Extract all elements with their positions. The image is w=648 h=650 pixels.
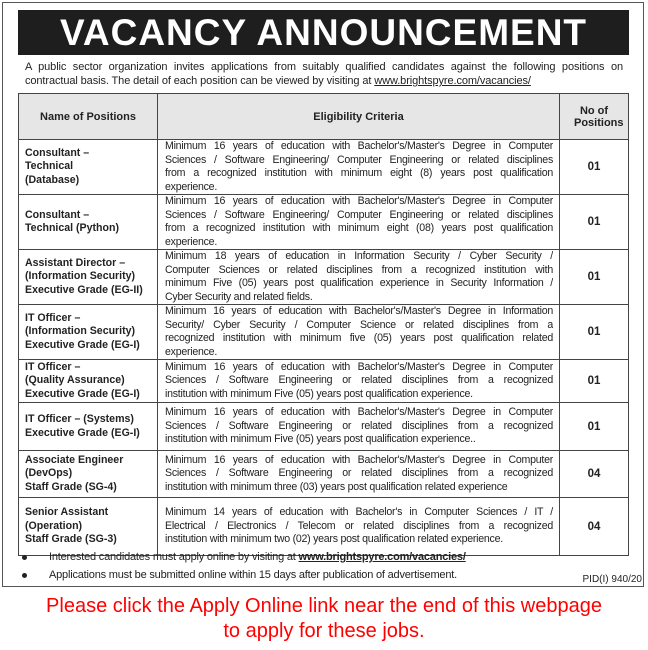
eligibility-criteria — [158, 195, 560, 250]
criteria-line: Minimum 16 years of education with Bachelor's/Master's Degree in Computer — [165, 140, 553, 152]
eligibility-criteria — [158, 250, 560, 305]
eligibility-criteria — [158, 360, 560, 403]
criteria-line: experience. — [165, 235, 218, 248]
table-row — [19, 498, 629, 556]
table-row — [19, 140, 629, 195]
position-name-line: Senior Assistant — [25, 506, 109, 519]
criteria-line: Sciences / Software Engineering/ Computer Engineering or related disciplines — [165, 153, 553, 166]
apply-link[interactable]: www.brightspyre.com/vacancies/ — [298, 551, 466, 563]
page-title: VACANCY ANNOUNCEMENT — [18, 10, 629, 55]
position-count: 04 — [560, 498, 629, 556]
position-name-line: IT Officer – — [25, 311, 81, 324]
bullet-text: Applications must be submitted online within 15 days after publication of advertisement. — [49, 569, 457, 581]
position-count: 01 — [560, 195, 629, 250]
position-name-line: Executive Grade (EG-I) — [25, 338, 140, 351]
position-name-line: Consultant – — [25, 146, 90, 159]
eligibility-criteria — [158, 140, 560, 195]
position-count: 01 — [560, 305, 629, 360]
criteria-line: Minimum 16 years of education with Bachelor's/Master's Degree in Computer — [165, 406, 553, 419]
bullet-deadline — [22, 569, 457, 581]
vacancy-table — [18, 93, 629, 556]
criteria-line: Minimum 16 years of education with Bachelor's/Master's Degree in Information — [165, 305, 553, 317]
header-criteria: Eligibility Criteria — [158, 94, 560, 140]
criteria-line: experience. — [165, 180, 218, 193]
eligibility-criteria — [158, 403, 560, 451]
vacancies-link[interactable]: www.brightspyre.com/vacancies/ — [374, 75, 531, 87]
criteria-line: recognized institution with minimum five (05) years post qualification related — [165, 332, 553, 344]
criteria-line: institution with minimum three (03) years post qualification related experience — [165, 480, 508, 493]
criteria-line: institution with minimum Five (05) years post qualification experience. — [165, 387, 473, 400]
criteria-line: Minimum 16 years of education with Bachelor's/Master's Degree in Computer — [165, 453, 553, 466]
bullet-icon — [22, 555, 27, 560]
criteria-line: Minimum 14 years of education with Bachelor's in Computer Sciences / IT / — [165, 506, 553, 519]
position-name-line: Consultant – — [25, 208, 90, 221]
intro-paragraph — [25, 60, 623, 88]
table-row — [19, 195, 629, 250]
criteria-line: minimum Five (05) years post qualification experience in Security Information / — [165, 277, 553, 289]
position-count: 04 — [560, 451, 629, 498]
position-count: 01 — [560, 360, 629, 403]
header-count — [560, 94, 629, 140]
table-row — [19, 403, 629, 451]
criteria-line: experience. — [165, 345, 218, 358]
position-name — [19, 140, 158, 195]
bullet-apply-online — [22, 551, 466, 563]
position-name-line: Staff Grade (SG-4) — [25, 480, 117, 493]
header-name: Name of Positions — [19, 94, 158, 140]
table-row — [19, 360, 629, 403]
criteria-line: Security/ Cyber Security / Computer Science or related disciplines from a — [165, 318, 553, 331]
criteria-line: Minimum 16 years of education with Bachelor's/Master's Degree in Computer — [165, 195, 553, 207]
position-name — [19, 305, 158, 360]
eligibility-criteria — [158, 305, 560, 360]
position-name-line: (Quality Assurance) — [25, 374, 125, 387]
position-name-line: (DevOps) — [25, 467, 73, 480]
position-name-line: (Information Security) — [25, 270, 136, 283]
table-row — [19, 250, 629, 305]
position-name — [19, 195, 158, 250]
criteria-line: Sciences / Software Engineering or related disciplines from a recognized — [165, 467, 553, 480]
criteria-line: from a recognized institution with minimum eight (08) years post qualification — [165, 222, 553, 234]
position-name — [19, 451, 158, 498]
eligibility-criteria — [158, 451, 560, 498]
criteria-line: Computer Sciences or related disciplines from a recognized institution with — [165, 263, 553, 276]
criteria-line: institution with minimum two (02) years post qualification related experience. — [165, 533, 503, 546]
position-count: 01 — [560, 140, 629, 195]
apply-notice-line-2: to apply for these jobs. — [223, 620, 425, 642]
criteria-line: Minimum 18 years of education in Information Security / Cyber Security / — [165, 250, 553, 262]
position-name — [19, 403, 158, 451]
table-row — [19, 305, 629, 360]
position-name-line: Executive Grade (EG-II) — [25, 283, 143, 296]
position-name-line: Staff Grade (SG-3) — [25, 533, 117, 546]
bullet-icon — [22, 573, 27, 578]
intro-text: A public sector organization invites applications from suitably qualified candidates against the following positions on contractual basis. The detail of each position can be viewed by visiting at — [25, 61, 623, 87]
bullet-text: Interested candidates must apply online by visiting at — [49, 551, 299, 563]
criteria-line: Sciences / Software Engineering or related disciplines from a recognized — [165, 419, 553, 432]
criteria-line: Electrical / Electronics / Telecom or related disciplines from a recognized — [165, 519, 553, 532]
position-name-line: (Operation) — [25, 519, 83, 532]
position-name-line: Technical (Python) — [25, 222, 119, 234]
criteria-line: institution with minimum Five (05) years post qualification experience.. — [165, 433, 476, 446]
pid-number: PID(I) 940/20 — [582, 574, 642, 585]
position-name-line: IT Officer – (Systems) — [25, 413, 134, 425]
apply-notice-line-1: Please click the Apply Online link near the end of this webpage — [46, 595, 602, 617]
eligibility-criteria — [158, 498, 560, 556]
position-name-line: Technical — [25, 160, 74, 173]
position-name-line: Assistant Director – — [25, 256, 126, 269]
criteria-line: Minimum 16 years of education with Bachelor's/Master's Degree in Computer — [165, 360, 553, 373]
position-name — [19, 360, 158, 403]
position-count: 01 — [560, 250, 629, 305]
criteria-line: Cyber Security and related fields. — [165, 290, 313, 303]
position-name-line: Executive Grade (EG-I) — [25, 387, 140, 400]
criteria-line: Sciences / Software Engineering or related disciplines from a recognized — [165, 374, 553, 387]
position-name-line: IT Officer – — [25, 360, 81, 373]
header-count-label: No of Positions — [574, 104, 624, 129]
position-name-line: Associate Engineer — [25, 453, 124, 466]
table-row — [19, 451, 629, 498]
position-count: 01 — [560, 403, 629, 451]
criteria-line: from a recognized institution with minimum eight (8) years post qualification — [165, 167, 553, 179]
criteria-line: Sciences / Software Engineering/ Computer Engineering or related disciplines — [165, 208, 553, 221]
position-name — [19, 250, 158, 305]
position-name-line: (Database) — [25, 173, 80, 186]
position-name-line: (Information Security) — [25, 325, 136, 338]
position-name-line: Executive Grade (EG-I) — [25, 426, 140, 439]
position-name — [19, 498, 158, 556]
